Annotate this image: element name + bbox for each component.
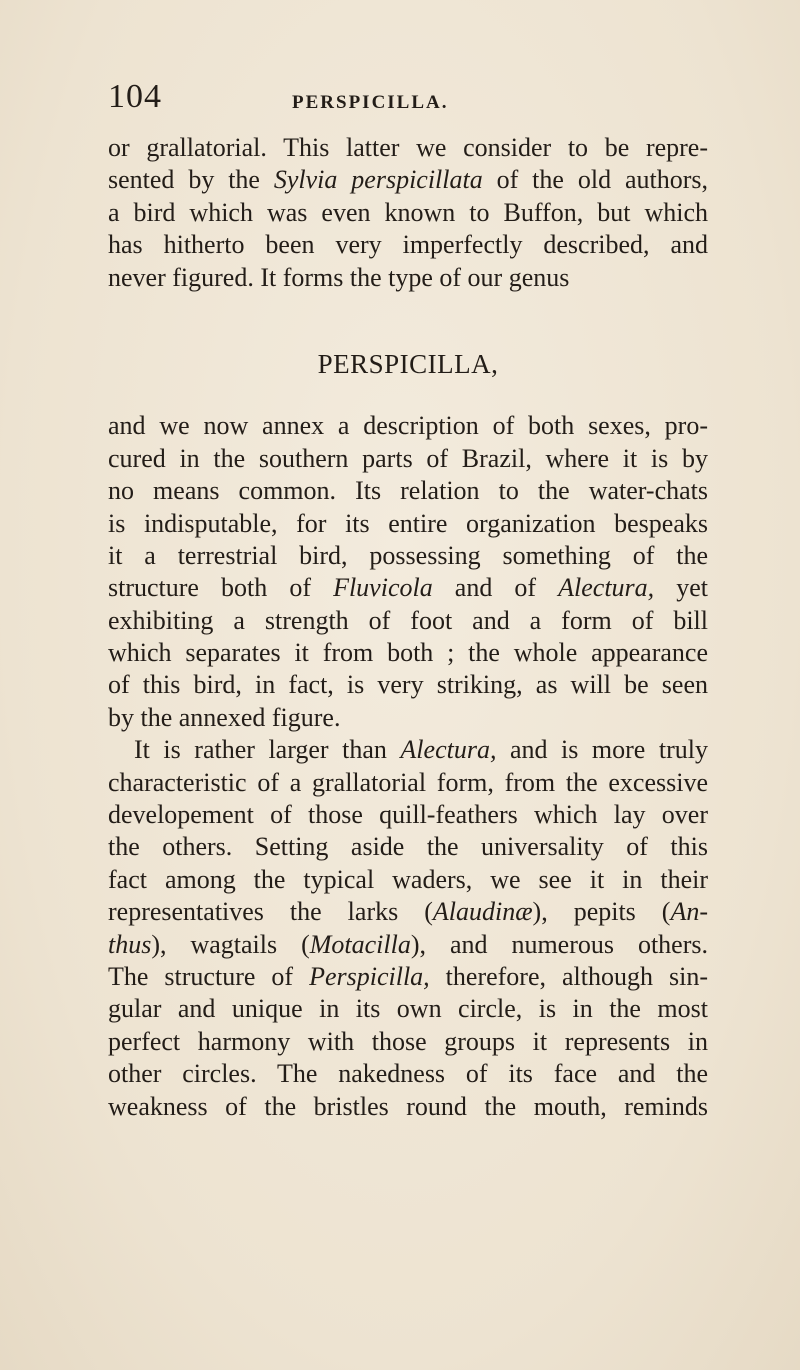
running-head: PERSPICILLA. bbox=[292, 92, 449, 113]
text-line: a bird which was even known to Buffon, but which bbox=[108, 197, 708, 227]
page-header bbox=[108, 78, 708, 128]
text-line: other circles. The nakedness of its face and the bbox=[108, 1059, 708, 1089]
text-line: and we now annex a description of both sexes, pro- bbox=[108, 411, 708, 441]
text-line: of this bird, in fact, is very striking, as will be seen bbox=[108, 670, 708, 700]
text-line: cured in the southern parts of Brazil, where it is by bbox=[108, 443, 708, 473]
italic-genus-name: Alectura, bbox=[558, 573, 655, 603]
italic-genus-name: Perspicilla, bbox=[309, 961, 430, 991]
page-number: 104 bbox=[108, 78, 162, 115]
text-line: or grallatorial. This latter we consider to be repre- bbox=[108, 133, 708, 162]
italic-family-name: Alaudinæ bbox=[432, 897, 533, 927]
text-line: exhibiting a strength of foot and a form of bill bbox=[108, 605, 708, 635]
text-line: developement of those quill-feathers which lay over bbox=[108, 800, 708, 830]
text-line: gular and unique in its own circle, is in the most bbox=[108, 994, 708, 1024]
italic-species-name: Sylvia perspicillata bbox=[273, 165, 483, 195]
text-line: representatives the larks (Alaudinæ), pepits (An- bbox=[108, 897, 709, 927]
italic-genus-name: thus bbox=[108, 929, 152, 959]
text-line: never figured. It forms the type of our genus bbox=[108, 262, 570, 292]
text-line: structure both of Fluvicola and of Alectura, yet bbox=[108, 573, 709, 603]
text-line: characteristic of a grallatorial form, from the excessive bbox=[108, 767, 708, 797]
text-line: perfect harmony with those groups it represents in bbox=[108, 1026, 708, 1056]
text-line: has hitherto been very imperfectly described, and bbox=[108, 230, 708, 260]
text-line: fact among the typical waders, we see it in their bbox=[108, 864, 708, 894]
italic-genus-name: Alectura, bbox=[400, 735, 497, 765]
text-line: is indisputable, for its entire organization bespeaks bbox=[108, 508, 708, 538]
italic-genus-name: Fluvicola bbox=[333, 573, 433, 603]
text-line: weakness of the bristles round the mouth, reminds bbox=[108, 1091, 708, 1121]
text-line: the others. Setting aside the universality of this bbox=[108, 832, 708, 862]
text-line: by the annexed figure. bbox=[108, 702, 341, 732]
text-line: thus), wagtails (Motacilla), and numerous others. bbox=[108, 929, 708, 959]
text-line: It is rather larger than Alectura, and is more truly bbox=[134, 735, 708, 765]
text-line: it a terrestrial bird, possessing something of the bbox=[108, 540, 708, 570]
italic-genus-name: Motacilla bbox=[309, 929, 411, 959]
text-line: The structure of Perspicilla, therefore, although sin- bbox=[108, 961, 709, 991]
section-heading: PERSPICILLA, bbox=[317, 348, 499, 379]
text-line: sented by the Sylvia perspicillata of the old authors, bbox=[108, 165, 708, 195]
text-line: no means common. Its relation to the water-chats bbox=[108, 476, 708, 506]
body-text bbox=[108, 132, 708, 1123]
text-line: which separates it from both ; the whole appearance bbox=[108, 638, 708, 668]
italic-genus-name: An- bbox=[670, 897, 709, 927]
